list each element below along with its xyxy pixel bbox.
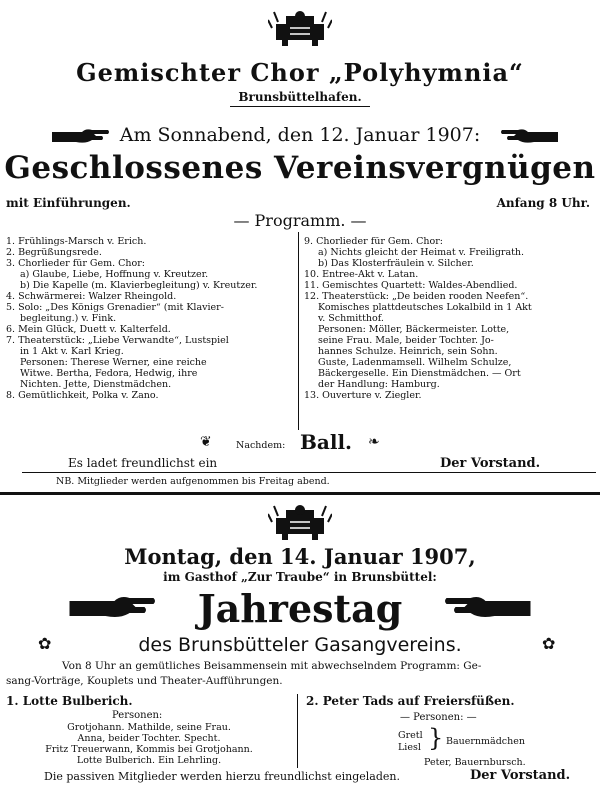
program-item: 9. Chorlieder für Gem. Chor: [304, 236, 443, 247]
program-item: der Handlung: Hamburg. [318, 379, 440, 390]
divider [22, 472, 596, 473]
choir-emblem-icon [268, 8, 332, 48]
program-item: Nichten. Jette, Dienstmädchen. [20, 379, 172, 390]
society-subtitle: des Brunsbütteler Gasangvereins. [138, 634, 462, 656]
invite-line: Es ladet freundlichst ein [68, 456, 218, 470]
program-item: 1. Frühlings-Marsch v. Erich. [6, 236, 147, 247]
program-item: Bäckergeselle. Ein Dienstmädchen. — Ort [318, 368, 521, 379]
play2-persons-label: — Personen: — [400, 712, 477, 723]
program-item: 6. Mein Glück, Duett v. Kalterfeld. [6, 324, 171, 335]
play1-cast-line: Grotjohann. Mathilde, seine Frau. [67, 722, 231, 733]
leaf-ornament-icon: ❧ [368, 434, 380, 450]
play2-name: Gretl [398, 730, 423, 741]
play2-last: Peter, Bauernbursch. [424, 757, 526, 768]
flower-ornament-icon: ✿ [542, 634, 556, 653]
program-item: b) Die Kapelle (m. Klavierbegleitung) v. Kreutzer. [20, 280, 258, 291]
description-line: Von 8 Uhr an gemütliches Beisammensein mit abwechselndem Programm: Ge- [62, 660, 482, 672]
program-left-column [6, 236, 290, 401]
event-title: Geschlossenes Vereinsvergnügen [4, 150, 596, 186]
program-item: 12. Theaterstück: „De beiden rooden Neefen“. [304, 291, 529, 302]
members-note: NB. Mitglieder werden aufgenommen bis Freitag abend. [56, 476, 330, 487]
column-divider [297, 694, 298, 768]
with-intro: mit Einführungen. [6, 196, 131, 210]
leaf-ornament-icon: ❦ [200, 434, 212, 450]
date-line: Am Sonnabend, den 12. Januar 1907: [119, 124, 481, 146]
pointing-hand-left-icon [432, 592, 542, 622]
program-item: 3. Chorlieder für Gem. Chor: [6, 258, 145, 269]
pointing-hand-left-icon [500, 126, 558, 146]
play1-title: 1. Lotte Bulberich. [6, 694, 133, 708]
program-item: 7. Theaterstück: „Liebe Verwandte“, Lustspiel [6, 335, 229, 346]
description-line: sang-Vorträge, Kouplets und Theater-Aufführungen. [6, 675, 283, 687]
program-item: in 1 Akt v. Karl Krieg. [20, 346, 124, 357]
program-item: 4. Schwärmerei: Walzer Rheingold. [6, 291, 177, 302]
board-signature: Der Vorstand. [470, 768, 571, 783]
program-item: 10. Entree-Akt v. Latan. [304, 269, 419, 280]
venue-line: im Gasthof „Zur Traube“ in Brunsbüttel: [163, 570, 437, 584]
program-item: 13. Ouverture v. Ziegler. [304, 390, 422, 401]
play2-name: Liesl [398, 742, 421, 753]
column-divider [298, 232, 299, 430]
program-right-column [304, 236, 594, 401]
divider [230, 106, 370, 107]
program-item: Komisches plattdeutsches Lokalbild in 1 Akt [318, 302, 532, 313]
program-item: 8. Gemütlichkeit, Polka v. Zano. [6, 390, 159, 401]
anniversary-title: Jahrestag [197, 586, 403, 631]
program-item: Personen: Therese Werner, eine reiche [20, 357, 207, 368]
play2-role: Bauernmädchen [446, 736, 525, 747]
closing-line: Die passiven Mitglieder werden hierzu freundlichst eingeladen. [44, 770, 400, 783]
program-item: Personen: Möller, Bäckermeister. Lotte, [318, 324, 510, 335]
choir-emblem-icon [268, 502, 332, 542]
program-item: 5. Solo: „Des Königs Grenadier“ (mit Klavier- [6, 302, 224, 313]
play1-cast-line: Anna, beider Tochter. Specht. [77, 733, 221, 744]
program-item: a) Nichts gleicht der Heimat v. Freiligrath. [318, 247, 525, 258]
start-time: Anfang 8 Uhr. [496, 196, 590, 210]
program-item: 11. Gemischtes Quartett: Waldes-Abendlied. [304, 280, 518, 291]
play1-cast-line: Fritz Treuerwann, Kommis bei Grotjohann. [45, 744, 253, 755]
after-label: Nachdem: [236, 440, 286, 451]
program-item: v. Schmitthof. [318, 313, 384, 324]
program-item: begleitung.) v. Fink. [20, 313, 117, 324]
board-signature: Der Vorstand. [440, 456, 541, 471]
brace-icon: } [428, 724, 444, 752]
program-item: hannes Schulze. Heinrich, sein Sohn. [318, 346, 498, 357]
program-item: b) Das Klosterfräulein v. Silcher. [318, 258, 474, 269]
play1-persons-label: Personen: [112, 710, 163, 721]
play1-cast [6, 722, 292, 766]
program-heading: — Programm. — [233, 211, 367, 230]
monday-date-line: Montag, den 14. Januar 1907, [124, 544, 476, 569]
play2-title: 2. Peter Tads auf Freiersfüßen. [306, 694, 515, 708]
play1-cast-line: Lotte Bulberich. Ein Lehrling. [76, 755, 222, 766]
section-divider [0, 492, 600, 495]
choir-title: Gemischter Chor „Polyhymnia“ [76, 58, 524, 87]
program-item: a) Glaube, Liebe, Hoffnung v. Kreutzer. [20, 269, 209, 280]
program-item: seine Frau. Male, beider Tochter. Jo- [318, 335, 494, 346]
program-item: 2. Begrüßungsrede. [6, 247, 102, 258]
ball-label: Ball. [300, 430, 353, 454]
place-name: Brunsbüttelhafen. [238, 90, 362, 104]
program-item: Guste, Ladenmamsell. Wilhelm Schulze, [318, 357, 512, 368]
flower-ornament-icon: ✿ [38, 634, 52, 653]
program-item: Witwe. Bertha, Fedora, Hedwig, ihre [20, 368, 198, 379]
